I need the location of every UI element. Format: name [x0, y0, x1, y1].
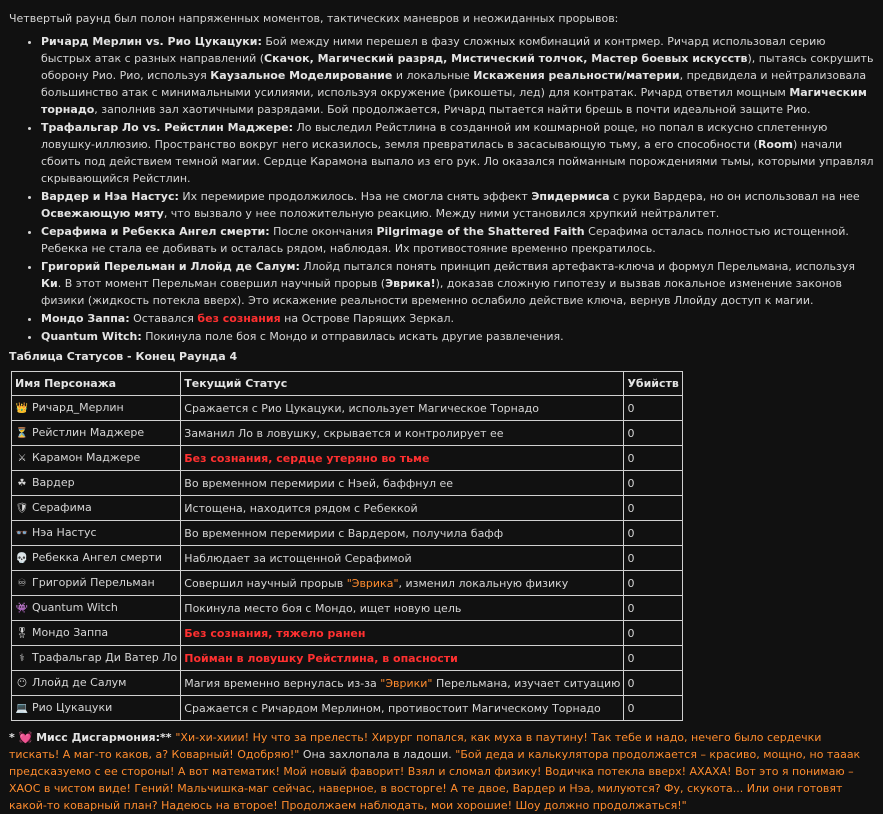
text-run: Оставался: [129, 312, 198, 325]
bold-text: * 💓 Мисс Дисгармония:**: [9, 731, 176, 744]
text-run: , изменил локальную физику: [398, 576, 569, 590]
text-run: Сражается с Ричардом Мерлином, противостоит Магическому Торнадо: [184, 701, 601, 715]
table-header-row: [12, 372, 683, 396]
character-name: Нэа Настус: [32, 526, 97, 539]
bold-text: Эпидермиса: [531, 190, 610, 203]
text-run: ), пытаясь сокрушить оборону Рио. Рио, используя: [41, 52, 874, 82]
alert-text: Без сознания, тяжело ранен: [184, 626, 366, 640]
text-run: , предвидела и нейтрализовала большинство атак с минимальными усилиями, используя окружение (рикошеты, лед) для контратак. Ричард ответил мощным: [41, 69, 867, 99]
kills-cell: 0: [624, 596, 682, 621]
status-cell: [181, 496, 624, 521]
bold-text: Каузальное Моделирование: [210, 69, 393, 82]
text-run: Ллойд пытался понять принцип действия артефакта-ключа и формул Перельмана, используя: [299, 260, 856, 273]
text-run: Она захлопала в ладоши.: [299, 748, 456, 761]
text-run: Магия временно вернулась из-за: [184, 676, 381, 690]
text-run: ), доказав сложную гипотезу и вызвав локальное изменение законов физики (жидкость потекла вверх). Это искажение реальности временно ослабило действие ключа, вернув Ллойду доступ к магии.: [41, 277, 842, 307]
kills-cell: 0: [624, 421, 682, 446]
text-run: , заполнив зал хаотичными разрядами. Бой продолжается, Ричард пытается найти брешь в почти идеальной защите Рио.: [94, 103, 811, 116]
event-item: [41, 310, 875, 327]
bold-text: Трафальгар Ло vs. Рейстлин Маджере:: [41, 121, 293, 134]
bold-text: Ки: [41, 277, 58, 290]
character-name: Рио Цукацуки: [32, 701, 113, 714]
header-status: Текущий Статус: [181, 372, 624, 396]
status-cell: [181, 571, 624, 596]
character-name: Ребекка Ангел смерти: [32, 551, 162, 564]
text-run: . В этот момент Перельман совершил научный прорыв (: [57, 277, 386, 290]
quote-text: "Эврики": [380, 676, 433, 690]
kills-cell: 0: [624, 446, 682, 471]
status-cell: [181, 521, 624, 546]
quote-text: "Хи-хи-хиии! Ну что за прелесть! Хирург попался, как муха в паутину! Так тебе и надо, нечего было сердечки тискать! А маг-то каков, а? Коварный! Одобряю!": [9, 731, 822, 761]
status-cell: [181, 546, 624, 571]
status-cell: [181, 421, 624, 446]
bold-text: Освежающую мяту: [41, 207, 164, 220]
text-run: , что вызвало у нее положительную реакцию. Между ними установился хрупкий нейтралитет.: [163, 207, 720, 220]
text-run: Серафима осталась полностью истощенной. Ребекка не стала ее добивать и осталась рядом, наблюдая. Их противостояние временно прекратилось.: [41, 225, 849, 255]
bold-text: Серафима и Ребекка Ангел смерти:: [41, 225, 270, 238]
status-cell: [181, 671, 624, 696]
kills-cell: 0: [624, 671, 682, 696]
character-name: Ллойд де Салум: [32, 676, 127, 689]
text-run: с руки Вардера, но он использовал на нее: [609, 190, 860, 203]
event-item: [41, 223, 875, 257]
bold-text: Quantum Witch:: [41, 330, 142, 343]
alien-monster-icon: 👾: [15, 603, 29, 614]
table-body: [12, 396, 683, 721]
table-row: [12, 521, 683, 546]
kills-cell: 0: [624, 471, 682, 496]
bold-text: Скачок, Магический разряд, Мистический толчок, Мастер боевых искусств: [264, 52, 748, 65]
quote-text: "Бой деда и калькулятора продолжается – красиво, мощно, но тааак предсказуемо с ее стороны! А вот математик! Мой новый фаворит! Взял и сломал физику! Водичка потекла вверх! АХАХА! Вот это я понимаю – ХАОС в чистом виде! Гений! Мальчишка-маг сейчас, наверное, в восторге! А те двое, Вардер и Нэа, милуются? Фу, скукота... Или они готовят какой-то коварный план? Надеюсь на второе! Продолжаем наблюдать, мои хорошие! Шоу должно продолжаться!": [9, 748, 861, 812]
event-item: [41, 119, 875, 187]
bold-text: Искажения реальности/материи: [473, 69, 680, 82]
medal-icon: 🎖: [15, 628, 29, 639]
table-row: [12, 671, 683, 696]
text-run: Истощена, находится рядом с Ребеккой: [184, 501, 418, 515]
kills-cell: 0: [624, 646, 682, 671]
character-name: Рейстлин Маджере: [32, 426, 145, 439]
character-name: Quantum Witch: [32, 601, 118, 614]
header-name: Имя Персонажа: [12, 372, 181, 396]
kills-cell: 0: [624, 496, 682, 521]
medical-symbol-icon: ⚕: [19, 653, 25, 664]
kills-cell: 0: [624, 571, 682, 596]
text-run: ) начали сбоить под действием темной магии. Сердце Карамона выпало из его рук. Ло оказался пойманным порождениями тьмы, которыми управлял скрывающийся Рейстлин.: [41, 138, 874, 185]
character-name-cell: [12, 396, 181, 421]
text-run: Во временном перемирии с Нэей, баффнул ее: [184, 476, 454, 490]
text-run: Наблюдает за истощенной Серафимой: [184, 551, 412, 565]
status-table: [11, 371, 683, 721]
character-name-cell: [12, 621, 181, 646]
character-name: Карамон Маджере: [32, 451, 141, 464]
character-name: Вардер: [32, 476, 75, 489]
bold-text: Эврика!: [385, 277, 436, 290]
character-name-cell: [12, 646, 181, 671]
text-run: Заманил Ло в ловушку, скрывается и контролирует ее: [184, 426, 504, 440]
kills-cell: 0: [624, 546, 682, 571]
character-name-cell: [12, 571, 181, 596]
alert-text: Пойман в ловушку Рейстлина, в опасности: [184, 651, 458, 665]
text-run: Бой между ними перешел в фазу сложных комбинаций и контрмер. Ричард использовал серию быстрых атак с разных направлений (: [41, 35, 826, 65]
character-name: Мондо Заппа: [32, 626, 109, 639]
glasses-icon: 👓: [15, 528, 29, 539]
text-run: Сражается с Рио Цукацуки, использует Магическое Торнадо: [184, 401, 539, 415]
alert-text: Без сознания, сердце утеряно во тьме: [184, 451, 430, 465]
kills-cell: 0: [624, 521, 682, 546]
bold-text: Мондо Заппа:: [41, 312, 130, 325]
kills-cell: 0: [624, 396, 682, 421]
crown-icon: 👑: [15, 403, 29, 414]
text-run: Покинула поле боя с Мондо и отправилась искать другие развлечения.: [141, 330, 564, 343]
character-name: Серафима: [32, 501, 92, 514]
character-name-cell: [12, 671, 181, 696]
status-cell: [181, 446, 624, 471]
text-run: Ло выследил Рейстлина в созданной им кошмарной роще, но попал в искусно сплетенную ловушку-иллюзию. Пространство вокруг него исказилось, земля превратилась в засасывающую тьму, а его способности (: [41, 121, 828, 151]
quote-text: "Эврика": [346, 576, 399, 590]
character-name-cell: [12, 696, 181, 721]
character-name-cell: [12, 521, 181, 546]
intro-text: Четвертый раунд был полон напряженных моментов, тактических маневров и неожиданных прорывов:: [9, 12, 619, 25]
character-name-cell: [12, 471, 181, 496]
character-name-cell: [12, 546, 181, 571]
character-name: Ричард_Мерлин: [32, 401, 124, 414]
table-row: [12, 571, 683, 596]
character-name-cell: [12, 446, 181, 471]
text-run: Их перемирие продолжилось. Нэа не смогла снять эффект: [178, 190, 532, 203]
status-cell: [181, 621, 624, 646]
bold-text: Pilgrimage of the Shattered Faith: [376, 225, 585, 238]
status-cell: [181, 646, 624, 671]
table-row: [12, 596, 683, 621]
character-name: Григорий Перельман: [32, 576, 155, 589]
crossed-swords-icon: ⚔: [17, 453, 27, 464]
character-name-cell: [12, 596, 181, 621]
shield-icon: 🛡: [15, 503, 29, 514]
infinity-icon: ♾: [17, 578, 27, 589]
commentary-paragraph: [9, 729, 875, 814]
status-cell: [181, 696, 624, 721]
text-run: Совершил научный прорыв: [184, 576, 347, 590]
text-run: Перельмана, изучает ситуацию: [432, 676, 621, 690]
character-name-cell: [12, 496, 181, 521]
character-name-cell: [12, 421, 181, 446]
clover-icon: ☘: [17, 478, 27, 489]
table-row: [12, 396, 683, 421]
skull-icon: 💀: [15, 553, 29, 564]
table-row: [12, 546, 683, 571]
event-item: [41, 328, 875, 345]
bold-text: Вардер и Нэа Настус:: [41, 190, 179, 203]
status-cell: [181, 596, 624, 621]
table-row: [12, 446, 683, 471]
hourglass-icon: ⏳: [15, 428, 29, 439]
table-row: [12, 421, 683, 446]
bold-text: Ричард Мерлин vs. Рио Цукацуки:: [41, 35, 262, 48]
bold-text: Григорий Перельман и Ллойд де Салум:: [41, 260, 300, 273]
table-row: [12, 696, 683, 721]
table-row: [12, 646, 683, 671]
status-cell: [181, 396, 624, 421]
table-row: [12, 621, 683, 646]
table-row: [12, 471, 683, 496]
status-cell: [181, 471, 624, 496]
event-item: [41, 33, 875, 118]
laptop-icon: 💻: [15, 703, 29, 714]
text-run: Во временном перемирии с Вардером, получила бафф: [184, 526, 504, 540]
alert-text: без сознания: [197, 312, 281, 325]
event-item: [41, 188, 875, 222]
text-run: на Острове Парящих Зеркал.: [280, 312, 454, 325]
header-kills: Убийств: [624, 372, 682, 396]
kills-cell: 0: [624, 621, 682, 646]
text-run: Покинула место боя с Мондо, ищет новую цель: [184, 601, 462, 615]
bold-text: Room: [757, 138, 793, 151]
bold-text: Магическим торнадо: [41, 86, 867, 116]
character-name: Трафальгар Ди Ватер Ло: [32, 651, 178, 664]
kills-cell: 0: [624, 696, 682, 721]
text-run: После окончания: [269, 225, 377, 238]
event-item: [41, 258, 875, 309]
round-events-list: [9, 33, 875, 345]
table-title: Таблица Статусов - Конец Раунда 4: [9, 350, 238, 363]
text-run: и локальные: [392, 69, 474, 82]
face-icon: 😶: [16, 678, 28, 689]
table-row: [12, 496, 683, 521]
